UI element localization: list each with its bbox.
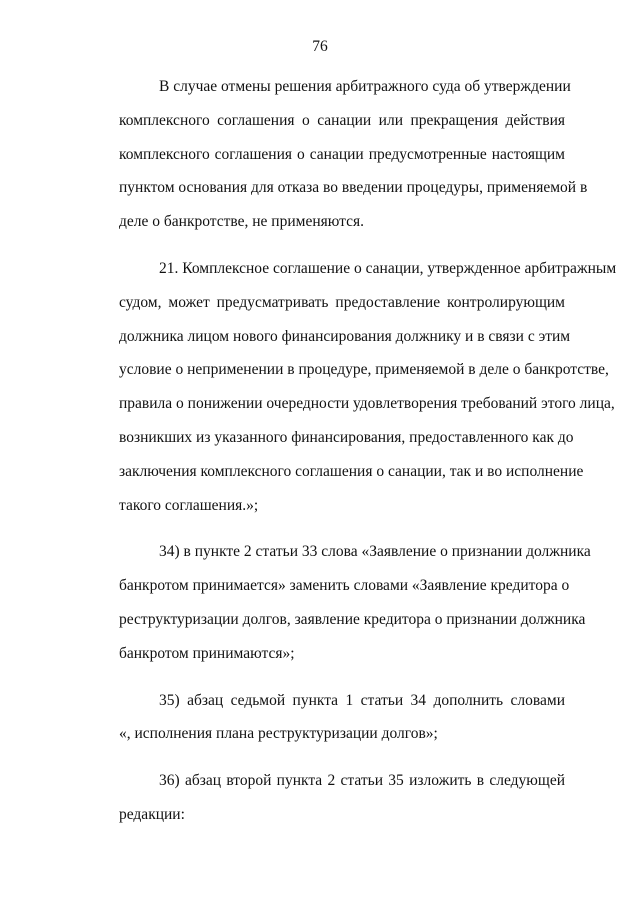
paragraph-item-34 [79, 535, 591, 670]
text-line: 36) абзац второй пункта 2 статьи 35 изложить в следующей [159, 772, 565, 790]
text-line: возникших из указанного финансирования, предоставленного как до [119, 428, 574, 446]
paragraph-item-21 [79, 252, 617, 522]
text-line: банкротом принимается» заменить словами «Заявление кредитора о [119, 577, 570, 595]
text-line: 34) в пункте 2 статьи 33 слова «Заявление о признании должника [159, 543, 591, 561]
document-body [79, 70, 617, 845]
text-line: «, исполнения плана реструктуризации долгов»; [119, 725, 438, 743]
text-line: комплексного соглашения о санации предусмотренные настоящим [119, 145, 565, 163]
text-line: 21. Комплексное соглашение о санации, утвержденное арбитражным [159, 259, 617, 277]
paragraph-item-35 [79, 684, 565, 752]
text-line: условие о неприменении в процедуре, применяемой в деле о банкротстве, [119, 361, 609, 379]
text-line: банкротом принимаются»; [119, 644, 295, 662]
text-line: деле о банкротстве, не применяются. [119, 213, 364, 231]
paragraph-cancellation-of-sanation [79, 70, 588, 239]
text-line: должника лицом нового финансирования должнику и в связи с этим [119, 327, 571, 345]
text-line: редакции: [119, 805, 185, 823]
text-line: В случае отмены решения арбитражного суда об утверждении [159, 78, 571, 95]
text-line: реструктуризации долгов, заявление кредитора о признании должника [119, 610, 586, 628]
text-line: комплексного соглашения о санации или прекращения действия [119, 111, 565, 129]
paragraph-item-36 [79, 764, 565, 832]
text-line: 35) абзац седьмой пункта 1 статьи 34 дополнить словами [159, 691, 565, 709]
text-line: правила о понижении очередности удовлетворения требований этого лица, [119, 395, 615, 413]
page-number: 76 [312, 38, 328, 55]
text-line: судом, может предусматривать предоставление контролирующим [119, 293, 565, 311]
text-line: такого соглашения.»; [119, 496, 259, 514]
text-line: пунктом основания для отказа во введении процедуры, применяемой в [119, 179, 588, 197]
text-line: заключения комплексного соглашения о санации, так и во исполнение [119, 462, 584, 480]
